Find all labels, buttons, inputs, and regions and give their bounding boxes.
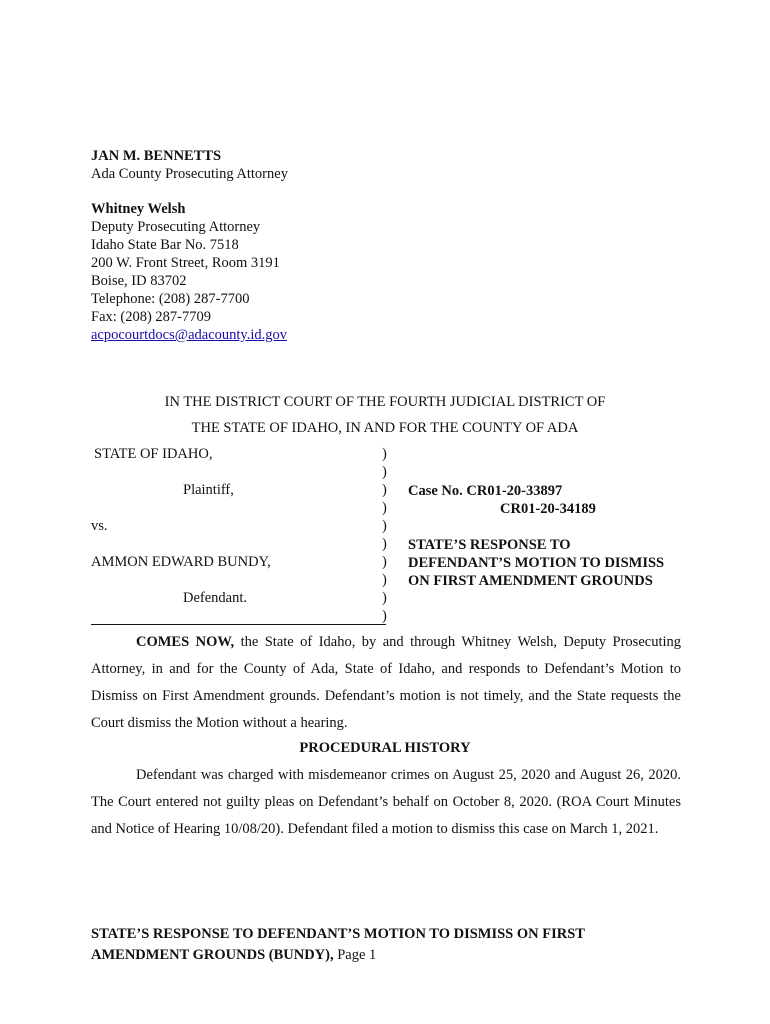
fax: Fax: (208) 287-7709	[91, 309, 212, 325]
paren: )	[382, 608, 387, 624]
document-title-line-3: ON FIRST AMENDMENT GROUNDS	[408, 573, 653, 589]
prosecutor-title: Ada County Prosecuting Attorney	[91, 166, 288, 182]
paren: )	[382, 482, 387, 498]
document-title-line-1: STATE’S RESPONSE TO	[408, 537, 571, 553]
footer-line-2: AMENDMENT GROUNDS (BUNDY),	[91, 947, 334, 963]
plaintiff-role: Plaintiff,	[183, 482, 234, 498]
deputy-name: Whitney Welsh	[91, 201, 186, 217]
city-state-zip: Boise, ID 83702	[91, 273, 187, 289]
paren: )	[382, 464, 387, 480]
paren: )	[382, 590, 387, 606]
document-title-line-2: DEFENDANT’S MOTION TO DISMISS	[408, 555, 665, 571]
defendant-role: Defendant.	[183, 590, 248, 606]
comes-now: COMES NOW,	[136, 634, 235, 650]
paren: )	[382, 554, 387, 570]
paren: )	[382, 518, 387, 534]
footer-line-1: STATE’S RESPONSE TO DEFENDANT’S MOTION TO DISMISS ON FIRST	[91, 926, 585, 942]
paren: )	[382, 572, 387, 588]
street-address: 200 W. Front Street, Room 3191	[91, 255, 280, 271]
case-info	[408, 482, 664, 590]
bar-number: Idaho State Bar No. 7518	[91, 237, 239, 253]
court-heading-line-1: IN THE DISTRICT COURT OF THE FOURTH JUDICIAL DISTRICT OF	[164, 394, 606, 410]
intro-paragraph	[91, 629, 681, 737]
procedural-history-heading: PROCEDURAL HISTORY	[299, 740, 471, 756]
page-number: Page 1	[333, 947, 377, 963]
versus-label: vs.	[91, 518, 108, 534]
defendant-name: AMMON EDWARD BUNDY,	[91, 554, 271, 570]
caption-parentheses	[382, 445, 387, 625]
email-link[interactable]: acpocourtdocs@adacounty.id.gov	[91, 327, 288, 343]
attorney-block	[91, 147, 288, 344]
case-number-second: CR01-20-34189	[500, 501, 596, 517]
paren: )	[382, 446, 387, 462]
procedural-history-paragraph	[91, 762, 681, 843]
prosecutor-name: JAN M. BENNETTS	[91, 148, 222, 164]
caption-parties	[91, 445, 391, 607]
page-footer	[91, 924, 585, 966]
court-heading-line-2: THE STATE OF IDAHO, IN AND FOR THE COUNTY OF ADA	[191, 420, 579, 436]
paren: )	[382, 500, 387, 516]
plaintiff-name: STATE OF IDAHO,	[94, 446, 213, 462]
deputy-title: Deputy Prosecuting Attorney	[91, 219, 261, 235]
caption-divider	[91, 624, 386, 625]
case-number: Case No. CR01-20-33897	[408, 483, 563, 499]
paren: )	[382, 536, 387, 552]
intro-text: the State of Idaho, by and through Whitney Welsh, Deputy Prosecuting Attorney, in and for the County of Ada, State of Idaho, and responds to Defendant’s Motion to Dismiss on First Amendment grounds. Defendant’s motion is not timely, and the State requests the Court dismiss the Motion without a hearing.	[91, 634, 681, 731]
telephone: Telephone: (208) 287-7700	[91, 291, 250, 307]
procedural-history-text: Defendant was charged with misdemeanor crimes on August 25, 2020 and August 26, 2020. The Court entered not guilty pleas on Defendant’s behalf on October 8, 2020. (ROA Court Minutes and Notice of Hearing 10/08/20). Defendant filed a motion to dismiss this case on March 1, 2021.	[91, 767, 681, 837]
